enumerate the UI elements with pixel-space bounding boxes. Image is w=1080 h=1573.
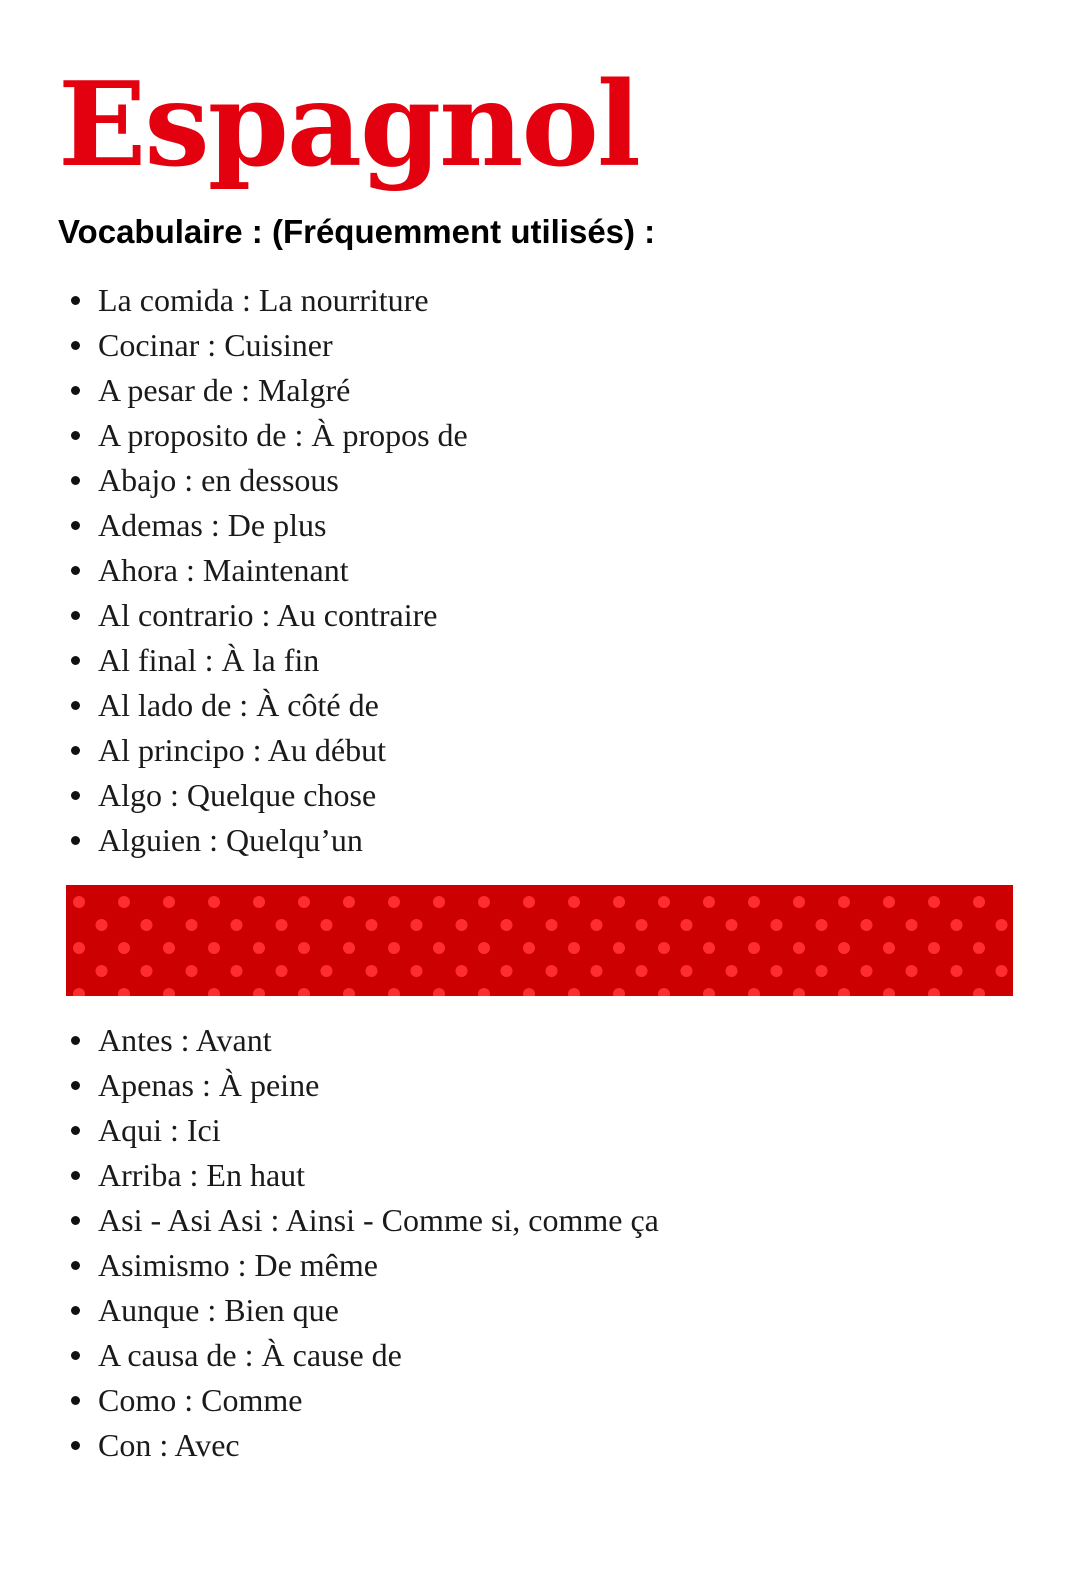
list-item bbox=[62, 1198, 659, 1243]
vocab-entry: A pesar de : Malgré bbox=[98, 372, 351, 408]
list-item bbox=[62, 1108, 659, 1153]
vocab-entry: Arriba : En haut bbox=[98, 1157, 306, 1193]
vocab-entry: Ahora : Maintenant bbox=[98, 552, 349, 588]
list-item bbox=[62, 1423, 659, 1468]
vocab-entry: Asimismo : De même bbox=[98, 1247, 378, 1283]
list-item bbox=[62, 1378, 659, 1423]
list-item bbox=[62, 503, 468, 548]
bullet-icon bbox=[71, 1351, 80, 1360]
list-item bbox=[62, 458, 468, 503]
list-item bbox=[62, 548, 468, 593]
vocab-entry: Antes : Avant bbox=[98, 1022, 272, 1058]
list-item bbox=[62, 1018, 659, 1063]
bullet-icon bbox=[71, 386, 80, 395]
list-item bbox=[62, 593, 468, 638]
bullet-icon bbox=[71, 1126, 80, 1135]
bullet-icon bbox=[71, 1171, 80, 1180]
list-item bbox=[62, 413, 468, 458]
banner-dots bbox=[66, 885, 1013, 996]
vocab-entry: A proposito de : À propos de bbox=[98, 417, 468, 453]
bullet-icon bbox=[71, 521, 80, 530]
vocab-entry: Como : Comme bbox=[98, 1382, 303, 1418]
vocab-entry: Aunque : Bien que bbox=[98, 1292, 339, 1328]
bullet-icon bbox=[71, 701, 80, 710]
vocab-entry: Al contrario : Au contraire bbox=[98, 597, 438, 633]
vocab-entry: Apenas : À peine bbox=[98, 1067, 320, 1103]
vocab-entry: A causa de : À cause de bbox=[98, 1337, 402, 1373]
list-item bbox=[62, 1288, 659, 1333]
bullet-icon bbox=[71, 566, 80, 575]
vocab-entry: Con : Avec bbox=[98, 1427, 240, 1463]
list-item bbox=[62, 773, 468, 818]
list-item bbox=[62, 683, 468, 728]
list-item bbox=[62, 1333, 659, 1378]
vocab-entry: Asi - Asi Asi : Ainsi - Comme si, comme ça bbox=[98, 1202, 659, 1238]
bullet-icon bbox=[71, 296, 80, 305]
bullet-icon bbox=[71, 746, 80, 755]
list-item bbox=[62, 728, 468, 773]
bullet-icon bbox=[71, 1396, 80, 1405]
list-item bbox=[62, 323, 468, 368]
list-item bbox=[62, 818, 468, 863]
bullet-icon bbox=[71, 1306, 80, 1315]
vocab-entry: Al lado de : À côté de bbox=[98, 687, 379, 723]
bullet-icon bbox=[71, 476, 80, 485]
bullet-icon bbox=[71, 341, 80, 350]
vocab-entry: Cocinar : Cuisiner bbox=[98, 327, 333, 363]
list-item bbox=[62, 1153, 659, 1198]
list-item bbox=[62, 1243, 659, 1288]
vocab-entry: Al final : À la fin bbox=[98, 642, 320, 678]
vocab-entry: Al principo : Au début bbox=[98, 732, 386, 768]
vocabulary-list-1 bbox=[62, 278, 468, 863]
vocab-entry: La comida : La nourriture bbox=[98, 282, 429, 318]
bullet-icon bbox=[71, 791, 80, 800]
bullet-icon bbox=[71, 836, 80, 845]
bullet-icon bbox=[71, 1261, 80, 1270]
section-subtitle: Vocabulaire : (Fréquemment utilisés) : bbox=[58, 213, 656, 250]
vocabulary-list-2 bbox=[62, 1018, 659, 1468]
bullet-icon bbox=[71, 1036, 80, 1045]
vocab-entry: Algo : Quelque chose bbox=[98, 777, 377, 813]
bullet-icon bbox=[71, 656, 80, 665]
list-item bbox=[62, 638, 468, 683]
list-item bbox=[62, 368, 468, 413]
vocab-entry: Abajo : en dessous bbox=[98, 462, 339, 498]
list-item bbox=[62, 1063, 659, 1108]
bullet-icon bbox=[71, 431, 80, 440]
vocab-entry: Aqui : Ici bbox=[98, 1112, 221, 1148]
page-title: Espagnol bbox=[58, 57, 639, 193]
list-item bbox=[62, 278, 468, 323]
bullet-icon bbox=[71, 1081, 80, 1090]
vocab-entry: Alguien : Quelqu’un bbox=[98, 822, 363, 858]
bullet-icon bbox=[71, 1216, 80, 1225]
polka-dot-banner bbox=[66, 885, 1013, 996]
bullet-icon bbox=[71, 1441, 80, 1450]
vocab-entry: Ademas : De plus bbox=[98, 507, 327, 543]
bullet-icon bbox=[71, 611, 80, 620]
